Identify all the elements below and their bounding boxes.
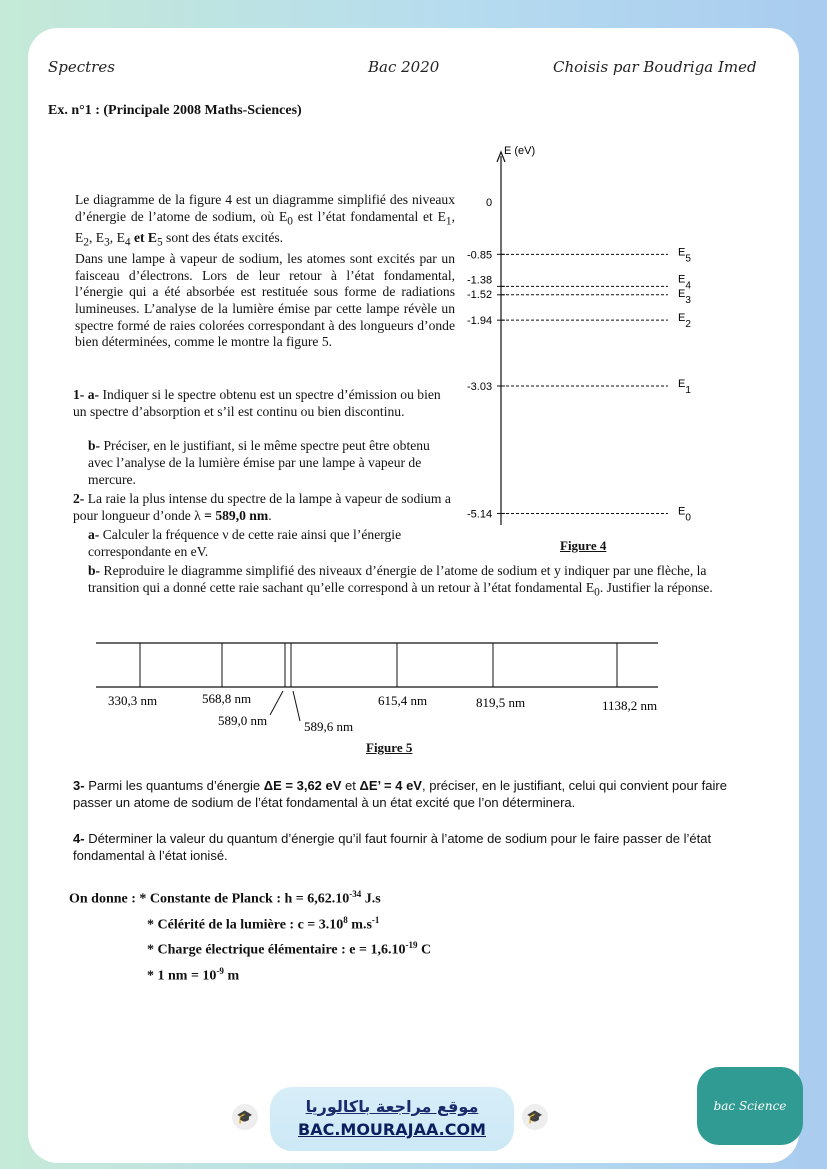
constant-exp: -1 bbox=[371, 914, 380, 925]
energy-value-label-e5: -0.85 bbox=[467, 249, 493, 262]
constant-text: m.s bbox=[347, 917, 372, 933]
intro-text: , E bbox=[88, 229, 105, 245]
figure-4-caption: Figure 4 bbox=[560, 538, 607, 553]
site-logo-icon-right: 🎓 bbox=[522, 1104, 548, 1130]
header-right: Choisis par Boudriga Imed bbox=[553, 58, 757, 76]
intro-sub: 4 bbox=[124, 236, 131, 249]
constant-planck bbox=[69, 884, 431, 910]
footer-site-link[interactable] bbox=[270, 1087, 514, 1151]
constant-text: m bbox=[223, 968, 240, 984]
question-text: Préciser, en le justifiant, si le même spectre peut être obtenu avec l’analyse de la lumière émise par une lampe à vapeur de mercure. bbox=[88, 438, 430, 487]
pointer-arrow-icon bbox=[270, 691, 283, 715]
intro-sub: 1 bbox=[445, 215, 452, 228]
question-1b bbox=[88, 438, 453, 488]
spectral-line-label: 589,6 nm bbox=[304, 719, 354, 734]
axis-label: E (eV) bbox=[504, 145, 536, 157]
question-2 bbox=[73, 491, 453, 525]
intro-text: sont des états excités. bbox=[162, 229, 284, 245]
question-3 bbox=[73, 778, 733, 812]
constant-exp: -34 bbox=[349, 889, 362, 899]
header-center: Bac 2020 bbox=[368, 58, 440, 76]
spectral-line-label: 1138,2 nm bbox=[602, 698, 658, 713]
question-2a bbox=[88, 527, 458, 561]
intro-text: E bbox=[147, 229, 157, 245]
figure-5-caption: Figure 5 bbox=[366, 740, 413, 755]
question-text: Déterminer la valeur du quantum d’énergie qu’il faut fournir à l’atome de sodium pour le faire passer de l’état fondamental à l’état ionisé. bbox=[73, 831, 712, 863]
question-number: 4- bbox=[73, 831, 85, 846]
question-number: b- bbox=[88, 438, 101, 453]
exercise-title: Ex. n°1 : (Principale 2008 Maths-Sciences) bbox=[48, 103, 302, 118]
constant-celerity bbox=[69, 910, 431, 936]
constant-exp: 8 bbox=[343, 914, 348, 925]
question-number: 1- a- bbox=[73, 387, 100, 402]
question-number: 3- bbox=[73, 778, 85, 793]
constant-text: * Charge électrique élémentaire : e = 1,6.10 bbox=[147, 942, 406, 958]
spectral-line-label: 615,4 nm bbox=[378, 693, 428, 708]
question-text: Reproduire le diagramme simplifié des niveaux d’énergie de l’atome de sodium et y indiquer par une flèche, la transition qui a donné cette raie sachant qu’elle correspond à un retour à l’état fondamental E bbox=[88, 563, 707, 595]
figure-4-energy-diagram bbox=[460, 140, 710, 560]
constant-exp: -9 bbox=[216, 965, 224, 976]
question-text: Indiquer si le spectre obtenu est un spectre d’émission ou bien un spectre d’absorption et s’il est continu ou bien discontinu. bbox=[73, 387, 441, 419]
intro-sub: 2 bbox=[83, 236, 89, 249]
spectrum-lines bbox=[108, 643, 657, 734]
level-name-e4: E4 bbox=[678, 273, 691, 292]
question-1a bbox=[73, 387, 453, 421]
spectral-line-label: 819,5 nm bbox=[476, 695, 526, 710]
intro-text: est l’état fondamental et E bbox=[292, 208, 446, 224]
question-text: et bbox=[341, 778, 360, 793]
wavelength-value: = 589,0 nm bbox=[204, 507, 269, 523]
question-number: 2- bbox=[73, 491, 85, 506]
question-2b bbox=[88, 563, 718, 601]
footer-arabic-text: موقع مراجعة باكالوريا bbox=[305, 1097, 479, 1116]
constants-intro: On donne : bbox=[69, 891, 140, 907]
question-text: . Justifier la réponse. bbox=[599, 579, 713, 595]
energy-value-label-e4: -1.38 bbox=[467, 274, 493, 287]
energy-value-label-e1: -3.03 bbox=[467, 381, 493, 394]
constant-text: * Constante de Planck : h = 6,62.10 bbox=[139, 891, 350, 907]
constant-charge bbox=[69, 935, 431, 961]
level-name-e2: E2 bbox=[678, 312, 691, 331]
question-text: Parmi les quantums d’énergie bbox=[88, 778, 264, 793]
intro-text: , E bbox=[109, 229, 125, 245]
spectral-line-label: 330,3 nm bbox=[108, 693, 158, 708]
constant-text: * 1 nm = 10 bbox=[147, 968, 217, 984]
question-4 bbox=[73, 831, 743, 865]
question-text: Calculer la fréquence ν de cette raie ainsi que l’énergie correspondante en eV. bbox=[88, 527, 402, 559]
energy-value-label-e3: -1.52 bbox=[467, 288, 493, 301]
constant-text: J.s bbox=[361, 891, 381, 907]
figure-5-spectrum bbox=[90, 635, 690, 735]
intro-sub: 3 bbox=[104, 236, 110, 249]
constant-nm bbox=[69, 961, 431, 987]
question-text: , préciser, en le justifiant, celui qui convient pour faire passer un atome de sodium de l’état fondamental à un état excité que l’on déterminera. bbox=[73, 778, 727, 810]
level-name-e3: E3 bbox=[678, 287, 691, 306]
intro-text: , E bbox=[75, 208, 455, 245]
intro-paragraph bbox=[75, 192, 455, 351]
energy-value-label-e0: -5.14 bbox=[467, 508, 493, 521]
quantum-value: ΔE = 3,62 eV bbox=[263, 778, 342, 793]
given-constants bbox=[69, 884, 431, 987]
intro-text: Dans une lampe à vapeur de sodium, les atomes sont excités par un faisceau d’électrons. Lors de leur retour à l’état fondamental, l’énergie qui a été absorbée est restituée sous forme de radiations lumineuses. L’analyse de la lumière émise par cette lampe révèle un spectre formé de raies colorées correspondant à des longueurs d’onde bien déterminées, comme le montre la figure 5. bbox=[75, 251, 455, 350]
spectral-line-label: 589,0 nm bbox=[218, 713, 268, 728]
intro-text: et bbox=[130, 229, 148, 245]
quantum-value: ΔE’ = 4 eV bbox=[359, 778, 422, 793]
level-name-e1: E1 bbox=[678, 378, 691, 397]
constant-exp: -19 bbox=[405, 940, 418, 951]
energy-value-label-e2: -1.94 bbox=[467, 315, 493, 328]
question-sub: 0 bbox=[594, 586, 600, 599]
question-number: b- bbox=[88, 563, 101, 578]
constant-text: C bbox=[417, 942, 432, 958]
zero-label: 0 bbox=[486, 197, 493, 209]
intro-sub: 0 bbox=[287, 215, 293, 228]
bac-science-badge: bac Science bbox=[697, 1067, 803, 1145]
intro-text: Le diagramme de la figure 4 est un diagramme simplifié des niveaux d’énergie de l’atome de sodium, où E bbox=[75, 192, 455, 224]
site-logo-icon-left: 🎓 bbox=[232, 1104, 258, 1130]
pointer-arrow-icon bbox=[293, 691, 300, 721]
question-text: . bbox=[268, 507, 272, 523]
constant-text: * Célérité de la lumière : c = 3.10 bbox=[147, 917, 344, 933]
header-left: Spectres bbox=[48, 58, 115, 76]
spectral-line-label: 568,8 nm bbox=[202, 691, 252, 706]
intro-sub: 5 bbox=[156, 236, 163, 249]
question-number: a- bbox=[88, 527, 100, 542]
level-name-e5: E5 bbox=[678, 246, 691, 265]
footer-site-url: BAC.MOURAJAA.COM bbox=[298, 1120, 486, 1139]
level-name-e0: E0 bbox=[678, 505, 691, 524]
question-text: La raie la plus intense du spectre de la lampe à vapeur de sodium a pour longueur d’onde λ bbox=[73, 491, 451, 523]
